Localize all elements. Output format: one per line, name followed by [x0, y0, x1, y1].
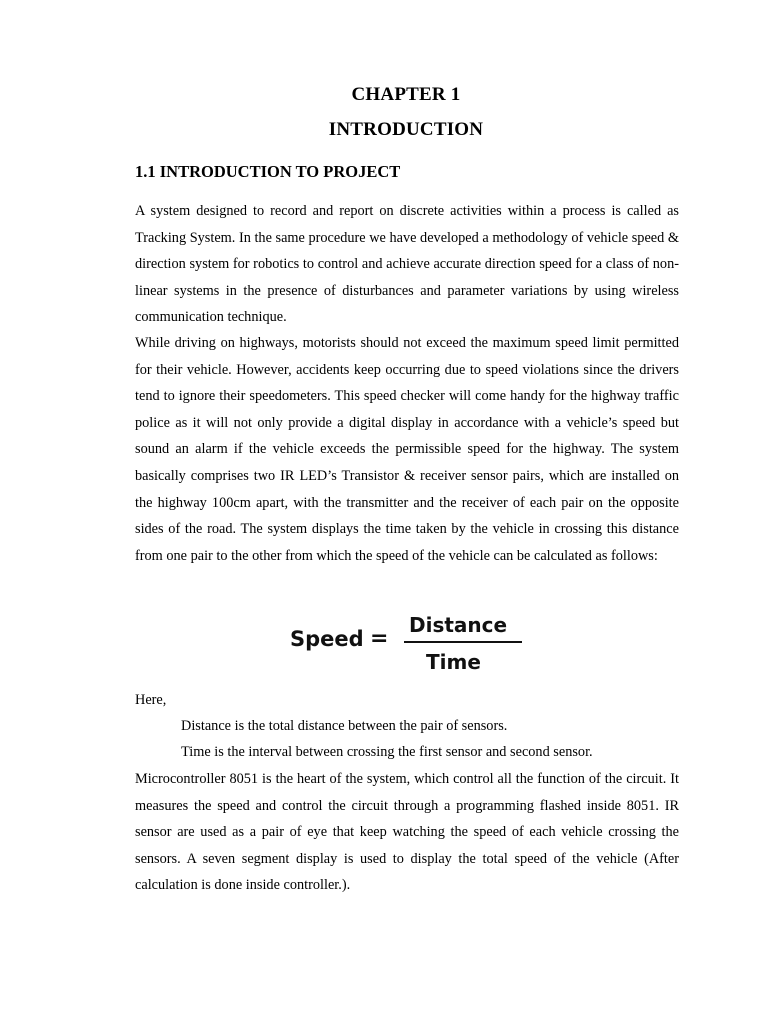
definition-time: Time is the interval between crossing the first sensor and second sensor.: [181, 744, 593, 760]
chapter-title: INTRODUCTION: [328, 119, 484, 140]
chapter-number: CHAPTER 1: [351, 84, 461, 105]
formula-denominator: Time: [426, 650, 481, 674]
section-heading: 1.1 INTRODUCTION TO PROJECT: [135, 162, 401, 181]
speed-formula: [285, 608, 535, 678]
formula-numerator: Distance: [409, 613, 508, 637]
paragraph-highway: While driving on highways, motorists should not exceed the maximum speed limit permitted for their vehicle. However, accidents keep occurring due to speed violations since the drivers tend to ignore their speedometers. This speed checker will come handy for the highway traffic police as it will not only provide a digital display in accordance with a vehicle’s speed but sound an alarm if the vehicle exceeds the permissible speed for the highway. The system basically comprises two IR LED’s Transistor & receiver sensor pairs, which are installed on the highway 100cm apart, with the transmitter and the receiver of each pair on the opposite sides of the road. The system displays the time taken by the vehicle in crossing this distance from one pair to the other from which the speed of the vehicle can be calculated as follows:: [135, 335, 679, 564]
formula-equals: =: [370, 626, 389, 651]
paragraph-intro: A system designed to record and report on discrete activities within a process is called as Tracking System. In the same procedure we have developed a methodology of vehicle speed & direction system for robotics to control and achieve accurate direction speed for a class of non-linear systems in the presence of disturbances and parameter variations by using wireless communication technique.: [135, 203, 679, 326]
paragraph-microcontroller: Microcontroller 8051 is the heart of the system, which control all the function of the circuit. It measures the speed and control the circuit through a programming flashed inside 8051. IR sensor are used as a pair of eye that keep watching the speed of each vehicle crossing the sensors. A seven segment display is used to display the total speed of the vehicle (After calculation is done inside controller.).: [135, 771, 679, 894]
fraction-bar: [404, 641, 522, 643]
here-label: Here,: [135, 692, 167, 708]
definition-distance: Distance is the total distance between the pair of sensors.: [181, 718, 508, 734]
formula-lhs: Speed: [290, 627, 364, 651]
